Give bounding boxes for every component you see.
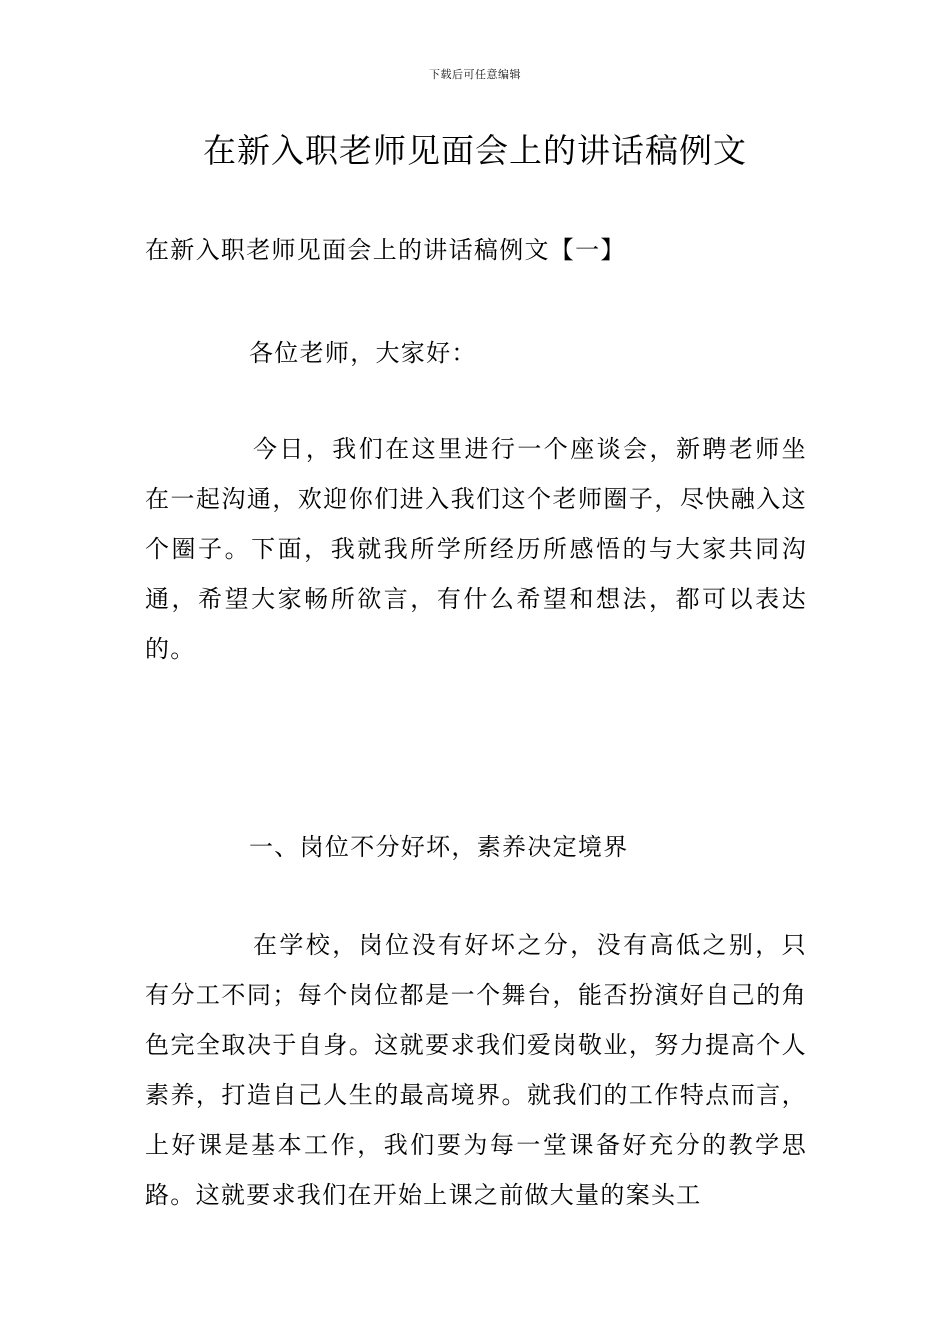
document-title: 在新入职老师见面会上的讲话稿例文	[203, 131, 747, 170]
header-note: 下载后可任意编辑	[429, 68, 521, 81]
section-heading: 一、岗位不分好坏，素养决定境界	[249, 833, 629, 861]
section-subtitle: 在新入职老师见面会上的讲话稿例文【一】	[145, 236, 626, 264]
body-paragraph: 在学校，岗位没有好坏之分，没有高低之别，只有分工不同；每个岗位都是一个舞台，能否扮演好自己的角色完全取决于自身。这就要求我们爱岗敬业，努力提高个人素养，打造自己人生的最高境界。就我们的工作特点而言，上好课是基本工作，我们要为每一堂课备好充分的教学思路。这就要求我们在开始上课之前做大量的案头工	[145, 931, 807, 1209]
intro-paragraph: 今日，我们在这里进行一个座谈会，新聘老师坐在一起沟通，欢迎你们进入我们这个老师圈子，尽快融入这个圈子。下面，我就我所学所经历所感悟的与大家共同沟通，希望大家畅所欲言，有什么希望和想法，都可以表达的。	[145, 435, 807, 663]
greeting-line: 各位老师，大家好：	[249, 339, 477, 367]
